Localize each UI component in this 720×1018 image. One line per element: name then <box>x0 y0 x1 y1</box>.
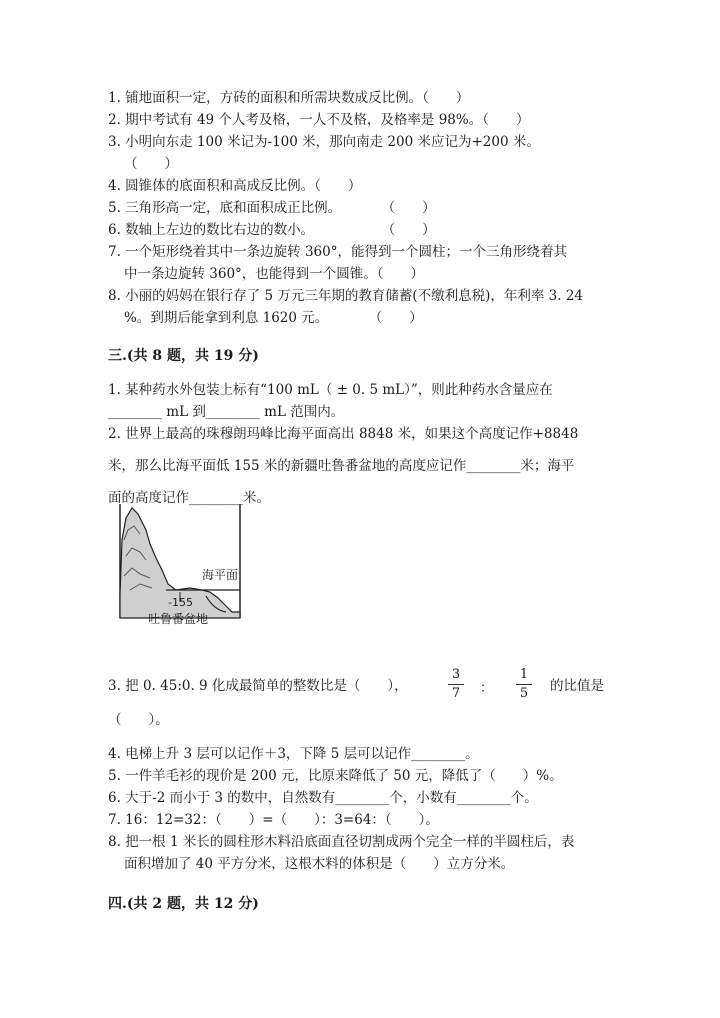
q2-7a: 7. 一个矩形绕着其中一条边旋转 360°，能得到一个圆柱；一个三角形绕着其 <box>108 244 567 260</box>
q3-2c: 面的高度记作________米。 <box>108 490 270 506</box>
q3-3a: 3. 把 0. 45:0. 9 化成最简单的整数比是（ ）， <box>108 678 408 694</box>
q2-3-bracket: （ ） <box>124 156 178 172</box>
q3-3b: 的比值是 <box>550 678 604 694</box>
q2-4: 4. 圆锥体的底面积和高成反比例。（ ） <box>108 178 362 194</box>
q3-8a: 8. 把一根 1 米长的圆柱形木料沿底面直径切割成两个完全一样的半圆柱后，表 <box>108 834 575 850</box>
basin-figure <box>110 500 250 632</box>
q3-5: 5. 一件羊毛衫的现价是 200 元，比原来降低了 50 元，降低了（ ）%。 <box>108 768 563 784</box>
fraction-1-5 <box>514 667 534 702</box>
frac-numerator: 3 <box>451 667 461 682</box>
sea-level-label: 海平面 <box>202 568 239 582</box>
q3-1b: ________ mL 到________ mL 范围内。 <box>108 404 345 420</box>
q3-3c: （ ）。 <box>108 712 169 728</box>
section-three-heading: 三.(共 8 题，共 19 分) <box>108 348 259 364</box>
q3-7: 7. 16：12=32：（ ）=（ ）：3=64：（ ）。 <box>108 812 439 828</box>
fraction-3-7 <box>446 667 466 702</box>
q3-4: 4. 电梯上升 3 层可以记作＋3，下降 5 层可以记作________。 <box>108 746 479 762</box>
q3-2a: 2. 世界上最高的珠穆朗玛峰比海平面高出 8848 米，如果这个高度记作+8848 <box>108 426 579 442</box>
q3-6: 6. 大于-2 而小于 3 的数中，自然数有________个，小数有________个。 <box>108 790 538 806</box>
q3-8b: 面积增加了 40 平方分米，这根木料的体积是（ ）立方分米。 <box>124 856 515 872</box>
section-four-heading: 四.(共 2 题，共 12 分) <box>108 896 259 912</box>
q3-2b: 米，那么比海平面低 155 米的新疆吐鲁番盆地的高度应记作________米；海平 <box>108 458 575 474</box>
q2-8a: 8. 小丽的妈妈在银行存了 5 万元三年期的教育储蓄(不缴利息税)，年利率 3. 24 <box>108 288 584 304</box>
q2-6: 6. 数轴上左边的数比右边的数小。 （ ） <box>108 222 436 238</box>
q2-1: 1. 铺地面积一定，方砖的面积和所需块数成反比例。（ ） <box>108 90 470 106</box>
depth-label: -155 <box>168 596 193 609</box>
basin-label: 吐鲁番盆地 <box>148 612 209 626</box>
frac-denominator: 7 <box>451 686 461 701</box>
q2-8b: %。到期后能拿到利息 1620 元。 （ ） <box>124 310 423 326</box>
q2-5: 5. 三角形高一定，底和面积成正比例。 （ ） <box>108 200 436 216</box>
frac-denominator: 5 <box>519 686 529 701</box>
q3-1a: 1. 某种药水外包装上标有“100 mL（ ± 0. 5 mL）”，则此种药水含量应在 <box>108 382 553 398</box>
q2-3: 3. 小明向东走 100 米记为-100 米，那向南走 200 米应记为+200 米。 <box>108 134 540 150</box>
q2-7b: 中一条边旋转 360°，也能得到一个圆锥。（ ） <box>124 266 425 282</box>
frac-numerator: 1 <box>519 667 529 682</box>
ratio-colon: ： <box>480 681 494 696</box>
q2-2: 2. 期中考试有 49 个人考及格，一人不及格，及格率是 98%。（ ） <box>108 112 530 128</box>
